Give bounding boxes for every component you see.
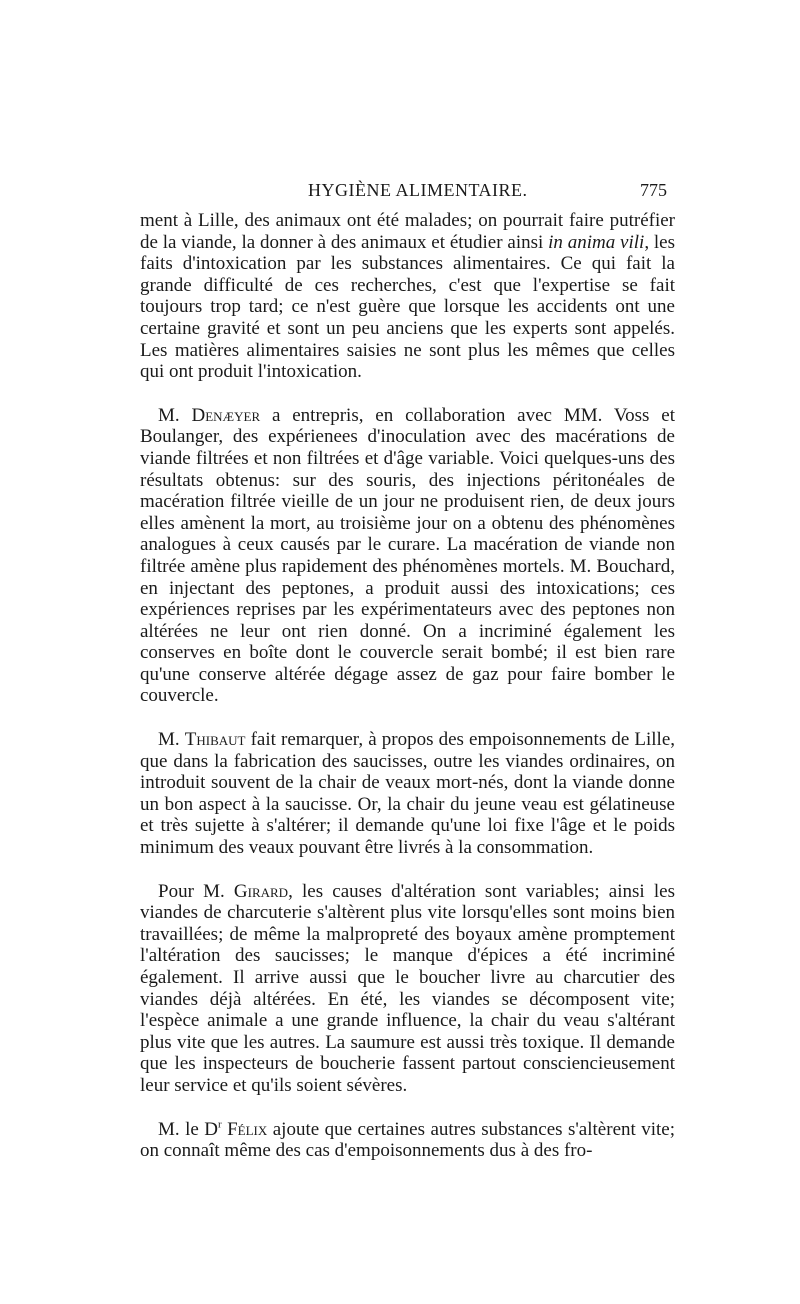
- paragraph-gap: [140, 707, 675, 729]
- paragraph-gap: [140, 859, 675, 881]
- speaker-name: Denæyer: [191, 404, 261, 426]
- speaker-prefix: M.: [158, 729, 185, 751]
- paragraph-5: [140, 1119, 675, 1162]
- paragraph-4: [140, 881, 675, 1097]
- superscript: r: [217, 1118, 222, 1131]
- paragraph-1: [140, 210, 675, 383]
- text-segment: ment à Lille, des animaux ont été malades; on pourrait faire putréfier de la viande, la donner à des animaux et étudier ainsi: [140, 210, 675, 253]
- page-header: [140, 180, 675, 208]
- paragraph-text: fait remarquer, à propos des empoisonnements de Lille, que dans la fabrication des saucisses, outre les viandes ordinaires, on introduit souvent de la chair de veaux mort-nés, dont la viande donne un bon aspect à la saucisse. Or, la chair du jeune veau est gélatineuse et très sujette à s'altérer; il demande qu'une loi fixe l'âge et le poids minimum des veaux pouvant être livrés à la consommation.: [140, 729, 675, 859]
- speaker-name: Félix: [227, 1118, 268, 1140]
- speaker-prefix: M. le D: [158, 1118, 218, 1140]
- text-segment: , les faits d'intoxication par les substances alimentaires. Ce qui fait la grande difficulté de ces recherches, c'est que l'expertise se fait toujours trop tard; ce n'est guère que lorsque les accidents ont une certaine gravité et sont un peu anciens que les experts sont appelés. Les matières alimentaires saisies ne sont plus les mêmes que celles qui ont produit l'intoxication.: [140, 231, 675, 383]
- paragraph-3: [140, 729, 675, 859]
- running-title: HYGIÈNE ALIMENTAIRE.: [308, 180, 528, 200]
- speaker-name: Girard: [233, 880, 289, 902]
- paragraph-gap: [140, 1097, 675, 1119]
- page-number: 775: [640, 180, 667, 200]
- paragraph-text: a entrepris, en collaboration avec MM. Voss et Boulanger, des expérienees d'inoculation avec des macérations de viande filtrées et non filtrées et d'âge variable. Voici quelques-uns des résultats obtenus: sur des souris, des injections péritonéales de macération filtrée vieille de un jour ne produisent rien, de deux jours elles amènent la mort, au troisième jour on a obtenu des phénomènes analogues à ceux causés par le curare. La macération de viande non filtrée amène plus rapidement des phénomènes mortels. M. Bouchard, en injectant des peptones, a produit aussi des intoxications; ces expériences reprises par les expérimentateurs avec des peptones non altérées ne leur ont rien donné. On a incriminé également les conserves en boîte dont le couvercle serait bombé; il est bien rare qu'une conserve altérée dégage assez de gaz pour faire bomber le couvercle.: [140, 404, 675, 707]
- speaker-prefix: Pour M.: [158, 880, 234, 902]
- paragraph-2: [140, 405, 675, 707]
- paragraph-gap: [140, 383, 675, 405]
- paragraph-text: , les causes d'altération sont variables; ainsi les viandes de charcuterie s'altèrent plus vite lorsqu'elles sont moins bien travaillées; de même la malpropreté des boyaux amène promptement l'altération des saucisses; le manque d'épices a été incriminé également. Il arrive aussi que le boucher livre au charcutier des viandes déjà altérées. En été, les viandes se décomposent vite; l'espèce animale a une grande influence, la chair du veau s'altérant plus vite que les autres. La saumure est aussi très toxique. Il demande que les inspecteurs de boucherie fassent partout consciencieusement leur service et qu'ils soient sévères.: [140, 880, 675, 1096]
- paragraph-text: ajoute que certaines autres substances s'altèrent vite; on connaît même des cas d'empoisonnements dus à des fro-: [140, 1118, 675, 1162]
- latin-phrase: in anima vili: [548, 231, 645, 253]
- body-text: [140, 210, 675, 1162]
- speaker-prefix: M.: [158, 404, 192, 426]
- speaker-name: Thibaut: [184, 729, 246, 751]
